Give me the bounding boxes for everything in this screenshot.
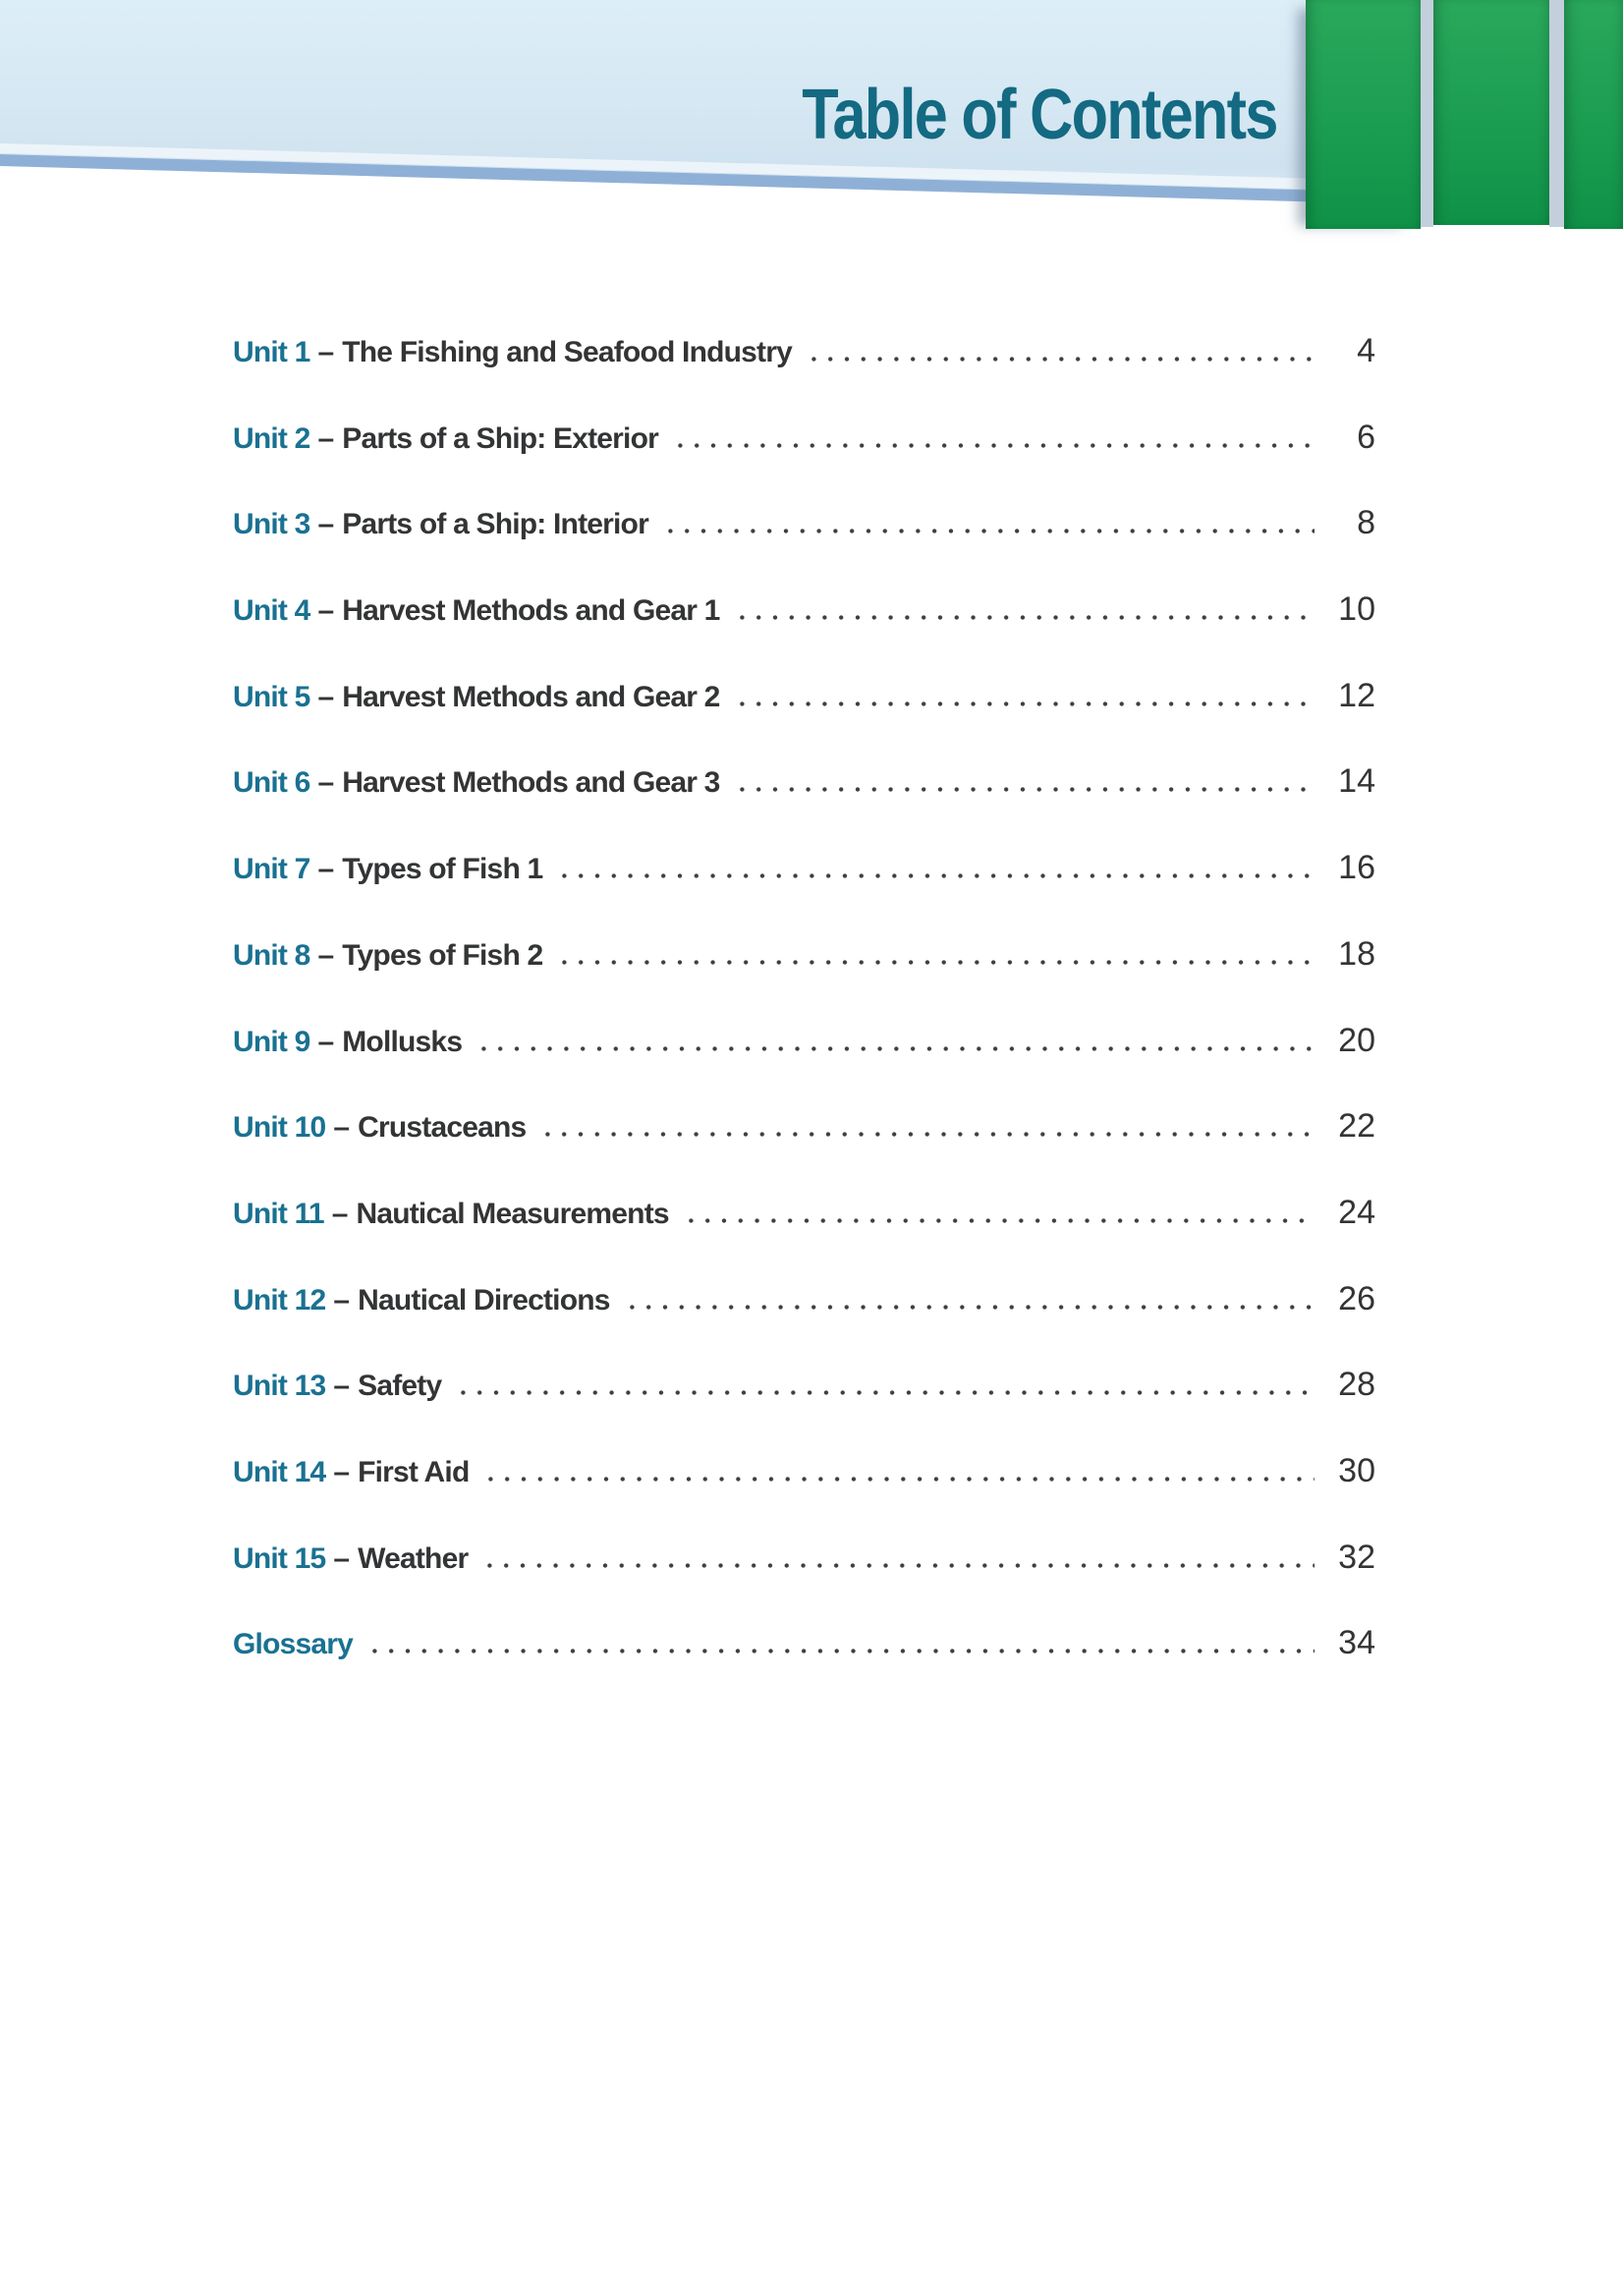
toc-entry-label: Unit 13 [233, 1370, 326, 1403]
toc-entry [233, 763, 1375, 799]
dot-leader [734, 701, 1315, 706]
toc-entry-title: First Aid [358, 1455, 470, 1488]
dot-leader [624, 1305, 1315, 1310]
toc-entry-dash: – [317, 938, 335, 972]
toc-entry-page-number: 14 [1338, 762, 1375, 801]
toc-entry-page-number: 24 [1338, 1193, 1375, 1231]
toc-entry-title: Harvest Methods and Gear 2 [342, 680, 720, 713]
dot-leader [672, 443, 1315, 448]
toc-entry [233, 591, 1375, 627]
toc-entry [233, 1023, 1375, 1058]
toc-entry-label: Unit 2 [233, 421, 310, 455]
toc-entry-title: Nautical Directions [358, 1283, 610, 1316]
toc-entry-label: Unit 1 [233, 336, 310, 368]
toc-entry-label: Glossary [233, 1628, 354, 1661]
dot-leader [481, 1563, 1315, 1568]
toc-entry [233, 1281, 1375, 1316]
toc-entry-page-number: 30 [1338, 1451, 1375, 1489]
dot-leader [734, 787, 1315, 792]
toc-entry-title: Types of Fish 2 [342, 938, 543, 972]
toc-entry-page-number: 22 [1338, 1107, 1375, 1146]
toc-entry [233, 1625, 1375, 1660]
toc-entry-title: Weather [358, 1541, 469, 1575]
dot-leader [734, 615, 1315, 620]
green-bar-gap [1421, 0, 1433, 227]
toc-entry-title: Parts of a Ship: Interior [342, 508, 648, 541]
page-title: Table of Contents [802, 76, 1277, 154]
toc-entry-title: Safety [358, 1370, 442, 1403]
toc-entry [233, 420, 1375, 455]
dot-leader [482, 1477, 1315, 1482]
toc-entry-dash: – [317, 508, 335, 541]
toc-entry-label: Unit 14 [233, 1455, 326, 1488]
green-bar-gap [1549, 0, 1564, 227]
toc-entry-label: Unit 12 [233, 1283, 326, 1316]
dot-leader [366, 1649, 1315, 1653]
toc-entry-title: Mollusks [342, 1025, 463, 1058]
toc-entry-page-number: 18 [1338, 934, 1375, 973]
toc-entry-label: Unit 11 [233, 1197, 324, 1230]
toc-entry-dash: – [317, 853, 335, 886]
dot-leader [476, 1046, 1315, 1051]
toc-entry [233, 1540, 1375, 1575]
dot-leader [455, 1390, 1315, 1395]
dot-leader [556, 960, 1315, 965]
toc-entry-page-number: 32 [1338, 1538, 1375, 1576]
toc-entry-title: Nautical Measurements [356, 1197, 669, 1230]
toc-list [233, 333, 1375, 1711]
toc-entry-page-number: 16 [1338, 849, 1375, 887]
toc-entry [233, 936, 1375, 972]
toc-entry-label: Unit 6 [233, 766, 310, 800]
toc-entry [233, 1367, 1375, 1402]
toc-entry-label: Unit 8 [233, 938, 310, 972]
toc-entry [233, 1195, 1375, 1230]
toc-entry-dash: – [317, 421, 335, 455]
toc-entry-page-number: 20 [1338, 1021, 1375, 1059]
toc-entry-label: Unit 5 [233, 680, 310, 713]
dot-leader [806, 357, 1315, 362]
toc-entry-title: Harvest Methods and Gear 1 [342, 594, 720, 628]
dot-leader [556, 873, 1315, 878]
toc-entry-label: Unit 3 [233, 508, 310, 541]
toc-entry-page-number: 12 [1338, 676, 1375, 714]
dot-leader [539, 1132, 1315, 1137]
toc-entry-title: Parts of a Ship: Exterior [342, 421, 658, 455]
toc-entry-label: Unit 7 [233, 853, 310, 886]
toc-entry-label: Unit 9 [233, 1025, 310, 1058]
toc-entry-title: Types of Fish 1 [342, 853, 543, 886]
toc-entry-page-number: 34 [1338, 1624, 1375, 1662]
green-bar [1564, 0, 1623, 229]
toc-entry-dash: – [333, 1283, 351, 1316]
toc-entry-label: Unit 15 [233, 1541, 326, 1575]
toc-entry-dash: – [333, 1455, 351, 1488]
green-bars-decoration [1306, 0, 1623, 232]
toc-entry-label: Unit 4 [233, 594, 310, 628]
toc-entry-label: Unit 10 [233, 1111, 326, 1145]
toc-entry [233, 1453, 1375, 1488]
toc-entry-page-number: 8 [1357, 504, 1375, 542]
toc-entry-page-number: 6 [1357, 418, 1375, 456]
toc-entry-dash: – [333, 1370, 351, 1403]
toc-entry [233, 850, 1375, 885]
toc-entry-page-number: 26 [1338, 1279, 1375, 1317]
green-bar [1433, 0, 1549, 225]
toc-entry [233, 505, 1375, 540]
toc-entry-page-number: 28 [1338, 1366, 1375, 1404]
toc-entry-dash: – [317, 1025, 335, 1058]
toc-entry-title: Harvest Methods and Gear 3 [342, 766, 720, 800]
dot-leader [683, 1218, 1315, 1223]
toc-entry-dash: – [333, 1111, 351, 1145]
toc-entry-dash: – [317, 594, 335, 628]
toc-entry-page-number: 10 [1338, 590, 1375, 629]
toc-entry-dash: – [317, 336, 335, 368]
green-bar [1306, 0, 1421, 229]
toc-entry [233, 333, 1375, 368]
toc-entry-title: Crustaceans [358, 1111, 527, 1145]
toc-entry-page-number: 4 [1357, 332, 1375, 369]
toc-entry [233, 678, 1375, 713]
toc-entry-dash: – [333, 1541, 351, 1575]
toc-entry-dash: – [317, 766, 335, 800]
toc-entry-dash: – [317, 680, 335, 713]
dot-leader [662, 529, 1315, 533]
toc-entry-title: The Fishing and Seafood Industry [342, 336, 792, 368]
toc-entry-dash: – [331, 1197, 349, 1230]
toc-entry [233, 1108, 1375, 1144]
